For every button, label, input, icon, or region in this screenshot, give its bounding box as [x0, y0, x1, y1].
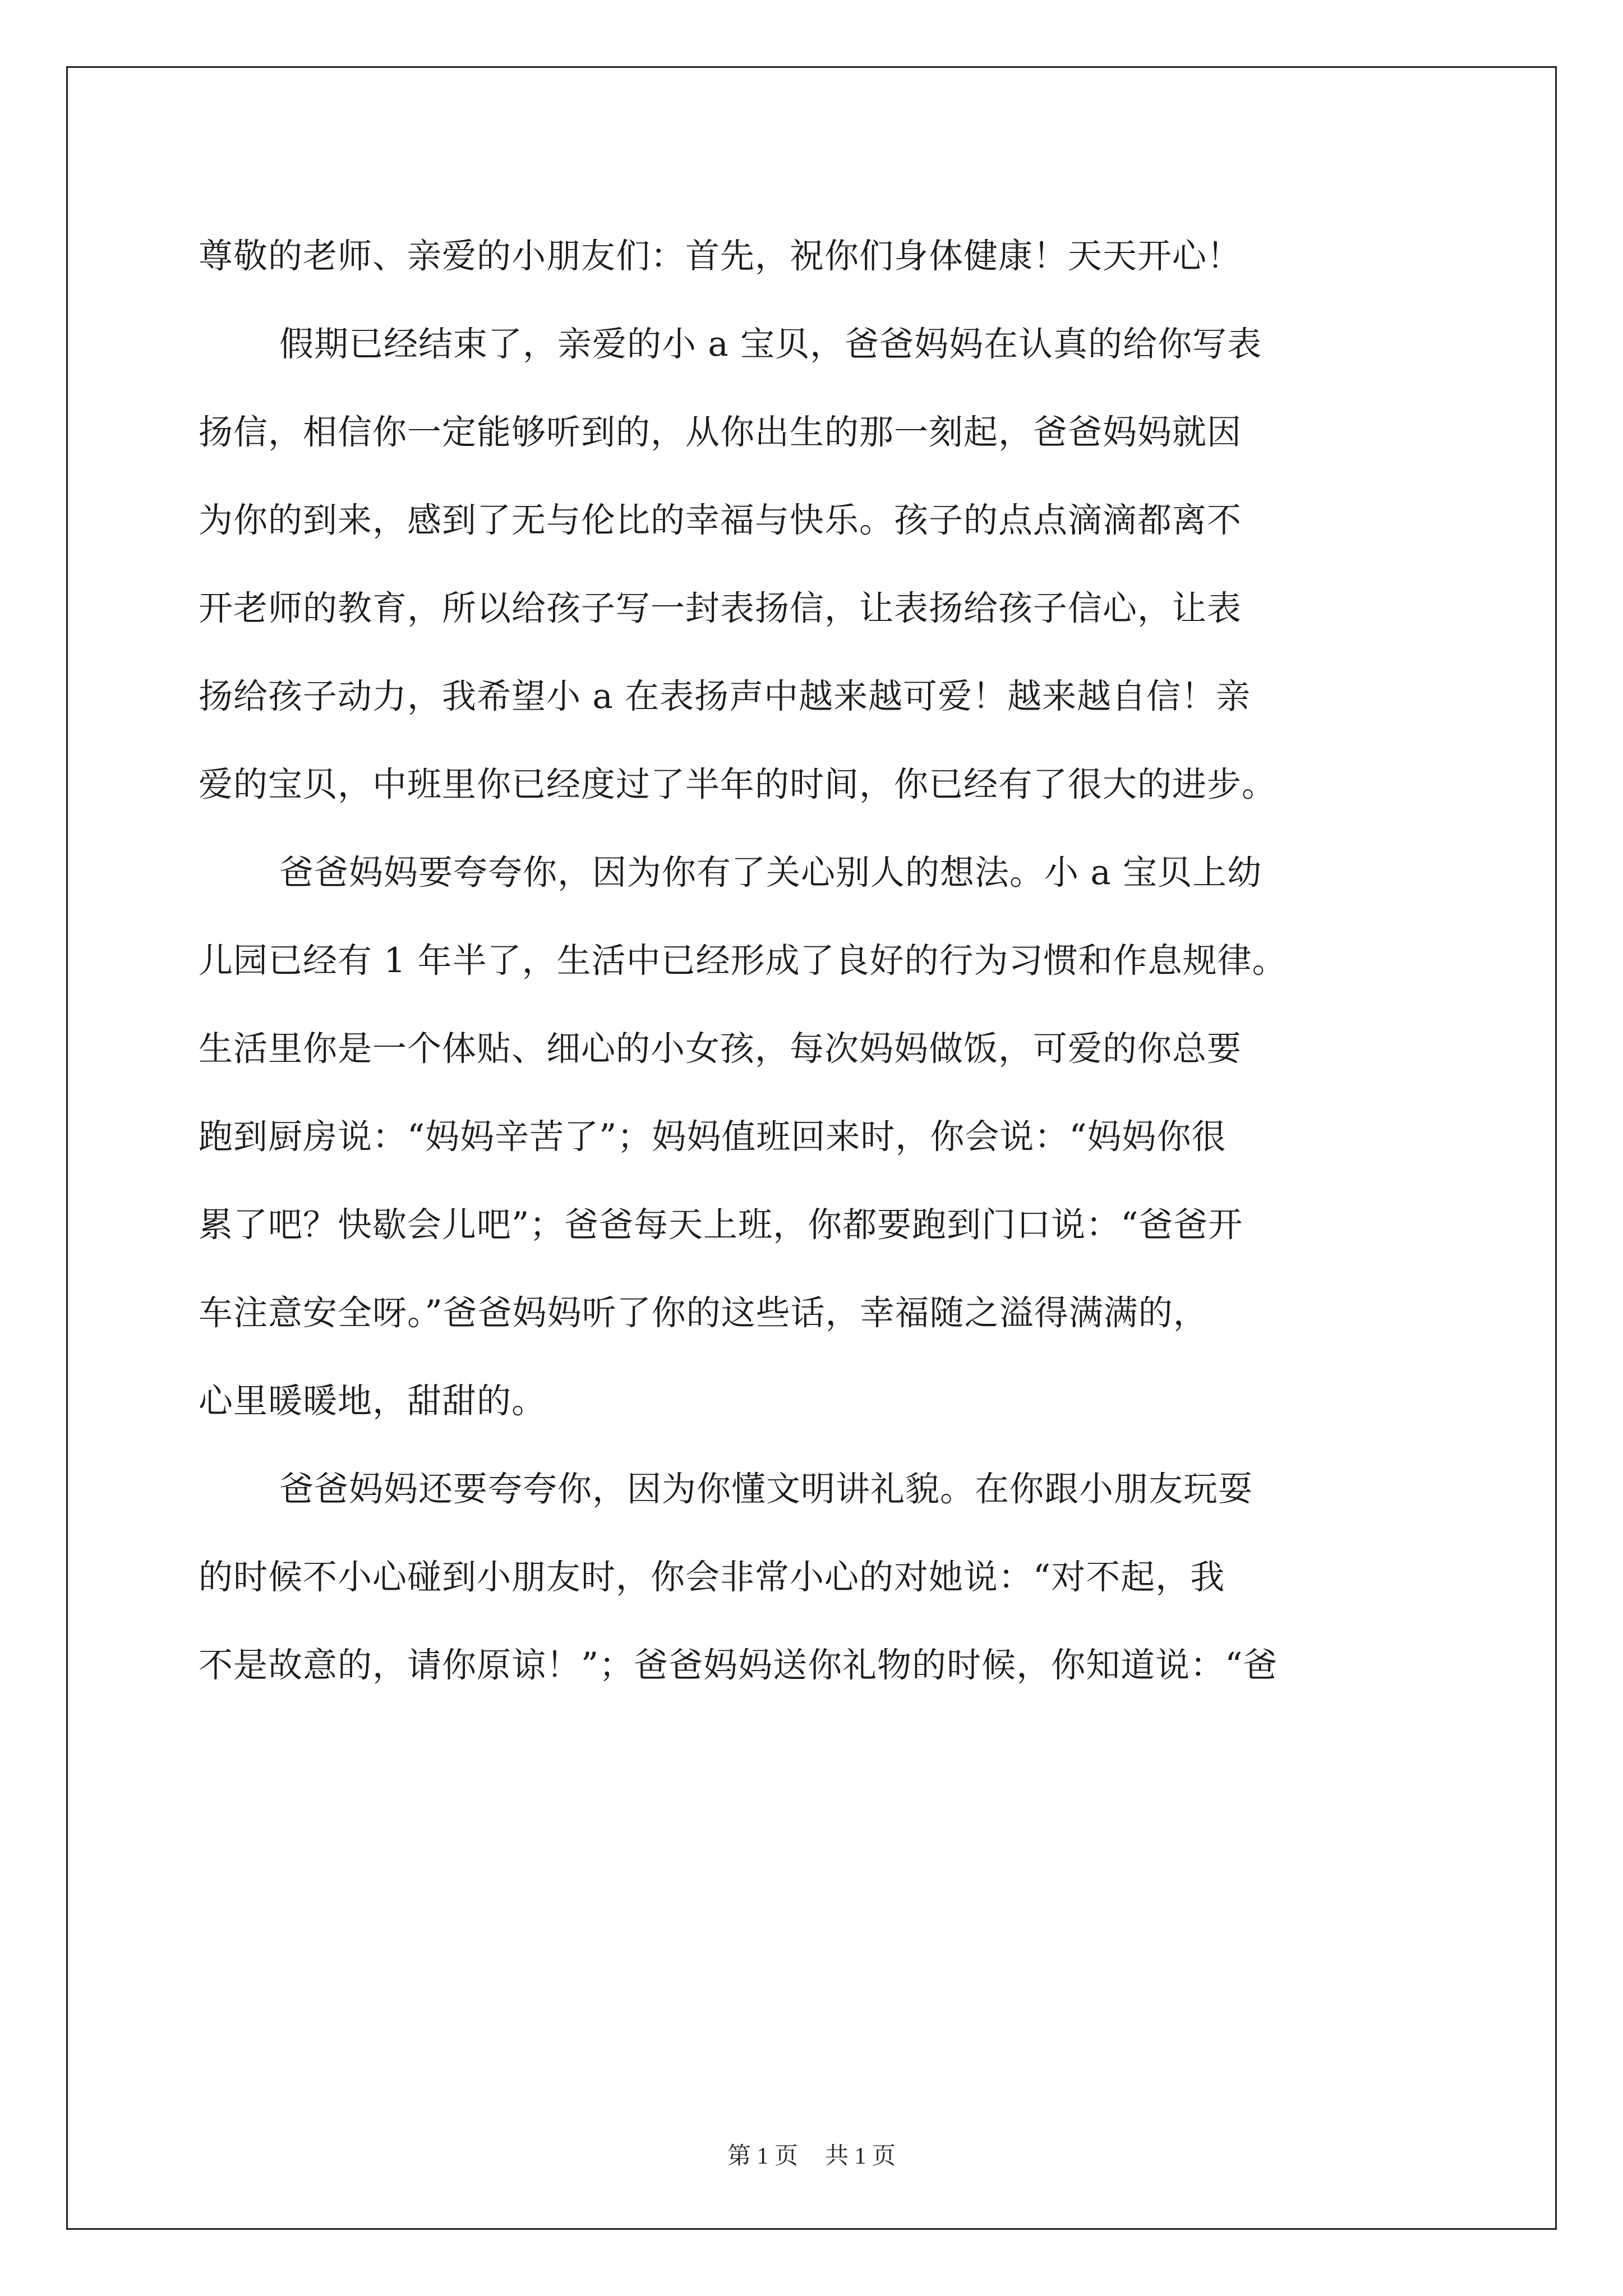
- text-line: 尊敬的老师、亲爱的小朋友们：首先，祝你们身体健康！天天开心！: [199, 236, 1242, 276]
- text-line: 开老师的教育，所以给孩子写一封表扬信，让表扬给孩子信心，让表: [199, 588, 1242, 628]
- page-total: 共 1 页: [825, 2143, 896, 2169]
- letter-body: [199, 212, 1432, 1709]
- text-line: 爸爸妈妈要夸夸你，因为你有了关心别人的想法。小 a 宝贝上幼: [279, 853, 1262, 892]
- text-line: 累了吧？快歇会儿吧”；爸爸每天上班，你都要跑到门口说：“爸爸开: [199, 1205, 1243, 1245]
- text-line: 的时候不小心碰到小朋友时，你会非常小心的对她说：“对不起，我: [199, 1557, 1225, 1597]
- text-line: 心里暖暖地，甜甜的。: [199, 1381, 547, 1421]
- page-footer: [0, 2137, 1623, 2171]
- text-line: 扬给孩子动力，我希望小 a 在表扬声中越来越可爱！越来越自信！亲: [199, 677, 1251, 716]
- page-number: 第 1 页: [727, 2143, 798, 2169]
- text-line: 跑到厨房说：“妈妈辛苦了”；妈妈值班回来时，你会说：“妈妈你很: [199, 1117, 1227, 1157]
- text-line: 扬信，相信你一定能够听到的，从你出生的那一刻起，爸爸妈妈就因: [199, 412, 1242, 452]
- text-line: 儿园已经有 1 年半了，生活中已经形成了良好的行为习惯和作息规律。: [199, 941, 1287, 981]
- text-line: 不是故意的，请你原谅！”；爸爸妈妈送你礼物的时候，你知道说：“爸: [199, 1645, 1278, 1685]
- text-line: 假期已经结束了，亲爱的小 a 宝贝，爸爸妈妈在认真的给你写表: [279, 324, 1262, 364]
- text-line: 爱的宝贝，中班里你已经度过了半年的时间，你已经有了很大的进步。: [199, 765, 1277, 804]
- text-line: 为你的到来，感到了无与伦比的幸福与快乐。孩子的点点滴滴都离不: [199, 500, 1242, 540]
- text-line: 爸爸妈妈还要夸夸你，因为你懂文明讲礼貌。在你跟小朋友玩耍: [279, 1469, 1253, 1509]
- text-line: 生活里你是一个体贴、细心的小女孩，每次妈妈做饭，可爱的你总要: [199, 1029, 1242, 1069]
- text-line: 车注意安全呀。”爸爸妈妈听了你的这些话，幸福随之溢得满满的，: [199, 1293, 1208, 1333]
